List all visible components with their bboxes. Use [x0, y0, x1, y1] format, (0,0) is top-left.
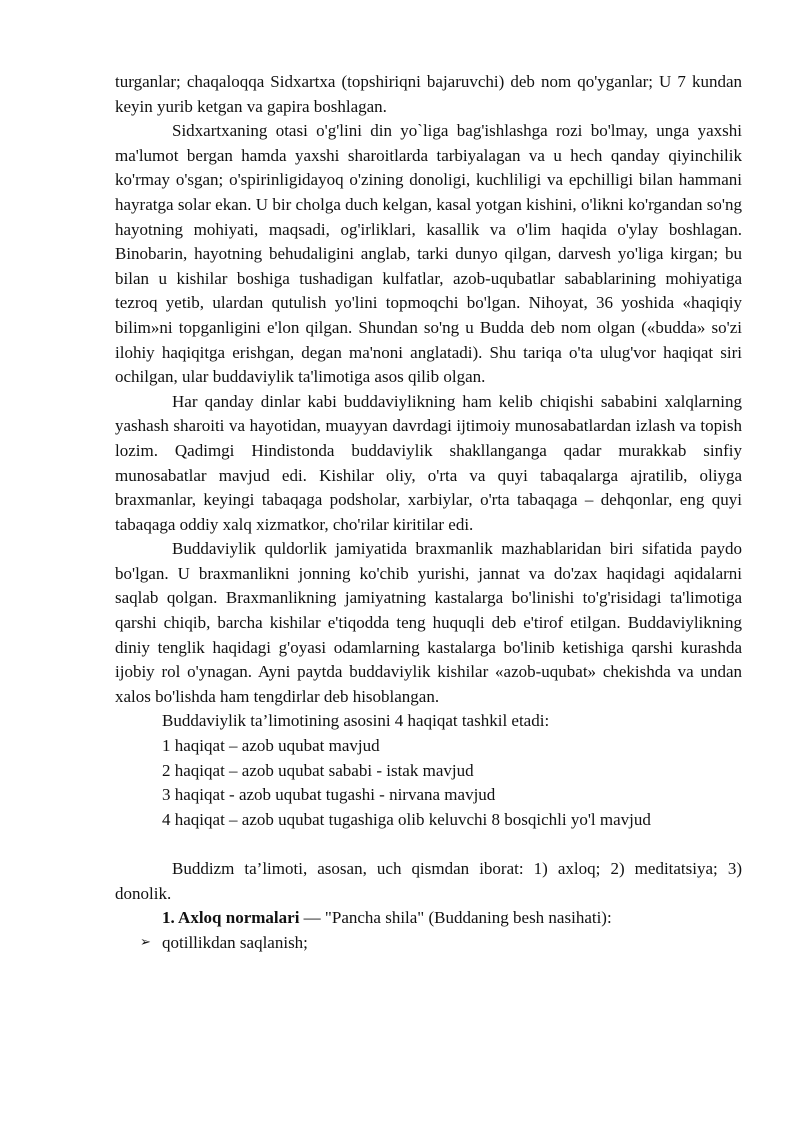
bullet-item [115, 931, 742, 956]
truth-1: 1 haqiqat – azob uqubat mavjud [162, 736, 380, 756]
paragraph-sidxartxa: Sidxartxaning otasi o'g'lini din yo`liga bag'ishlashga rozi bo'lmay, unga yaxshi ma'lumot bergan hamda yaxshi sharoitlarda tarbiyalagan va u hech qanday qiyinchilik ko'rmay o'sgan; o'spirinligidayoq o'zining donoligi, kuchliligi va epchilligi bilan hammani hayratga solar ekan. U bir cholga duch kelgan, kasal yotgan kishini, o'likni ko'rgandan so'ng hayotning mohiyati, maqsadi, og'irliklari, kasallik va o'lim haqida o'ylay boshlagan. Binobarin, hayotning behudaligini anglab, tarki dunyo qilgan, darvesh yo'liga kirgan; bu bilan u kishilar boshiga tushadigan kulfatlar, azob-uqubatlar sabablarining mohiyatiga tezroq yetib, ulardan qutulish yo'lini topmoqchi bo'lgan. Nihoyat, 36 yoshida «haqiqiy bilim»ni topganligini e'lon qilgan. Shundan so'ng u Budda deb nom olgan («budda» so'zi ilohiy haqiqitga erishgan, degan ma'noni anglatadi). Shu tariqa o'ta ulug'vor haqiqat siri ochilgan, ular buddaviylik ta'limotiga asos qilib olgan. [115, 121, 742, 387]
paragraph-origins: Har qanday dinlar kabi buddaviylikning ham kelib chiqishi sababini xalqlarning yashash sharoiti va hayotidan, muayyan davrdagi ijtimoiy munosabatlardan izlash va topish lozim. Qadimgi Hindistonda buddaviylik shakllanganga qadar murakkab sinfiy munosabatlar mavjud edi. Kishilar oliy, o'rta va quyi tabaqalarga ajratilib, oliyga braxmanlar, keyingi tabaqaga podsholar, xarbiylar, o'rta tabaqaga – dehqonlar, eng quyi tabaqaga oddiy xalq xizmatkor, cho'rilar kiritilar edi. [115, 391, 742, 534]
truth-4: 4 haqiqat – azob uqubat tugashiga olib keluvchi 8 bosqichli yo'l mavjud [162, 809, 651, 829]
paragraph-continuation: turganlar; chaqaloqqa Sidxartxa (topshiriqni bajaruvchi) deb nom qo'yganlar; U 7 kundan keyin yurib ketgan va gapira boshlagan. [115, 72, 742, 116]
paragraph-braxmanlik: Buddaviylik quldorlik jamiyatida braxmanlik mazhablaridan biri sifatida paydo bo'lgan. U braxmanlikni jonning ko'chib yurishi, jannat va do'zax haqidagi aqidalarni saqlab qolgan. Braxmanlikning jamiyatning kastalarga bo'linishi to'g'risidagi ta'limotiga qarshi chiqib, barcha kishilar e'tiqodda teng huquqli deb e'tirof etilgan. Buddaviylikning diniy tenglik haqidagi g'oyasi odamlarning kastalarga bo'linib ketishiga qarshi kurashda ijobiy rol o'ynagan. Ayni paytda buddaviylik kishilar «azob-uqubat» chekishda va undan xalos bo'lishda ham tengdirlar deb hisoblangan. [115, 539, 742, 706]
bullet-text: qotillikdan saqlanish; [162, 932, 308, 952]
truth-3: 3 haqiqat - azob uqubat tugashi - nirvana mavjud [162, 785, 496, 805]
paragraph-buddizm-parts: Buddizm ta’limoti, asosan, uch qismdan iborat: 1) axloq; 2) meditatsiya; 3) donolik. [115, 859, 742, 903]
document-page [115, 70, 742, 955]
section-heading-rest: — "Pancha shila" (Buddaning besh nasihati): [299, 908, 612, 928]
truths-intro: Buddaviylik ta’limotining asosini 4 haqiqat tashkil etadi: [162, 711, 550, 731]
truth-2: 2 haqiqat – azob uqubat sababi - istak mavjud [162, 760, 474, 780]
section-line [115, 906, 742, 931]
blank-line [115, 832, 742, 857]
arrowhead-bullet-icon: ➢ [140, 934, 151, 950]
section-heading: 1. Axloq normalari [162, 908, 300, 928]
